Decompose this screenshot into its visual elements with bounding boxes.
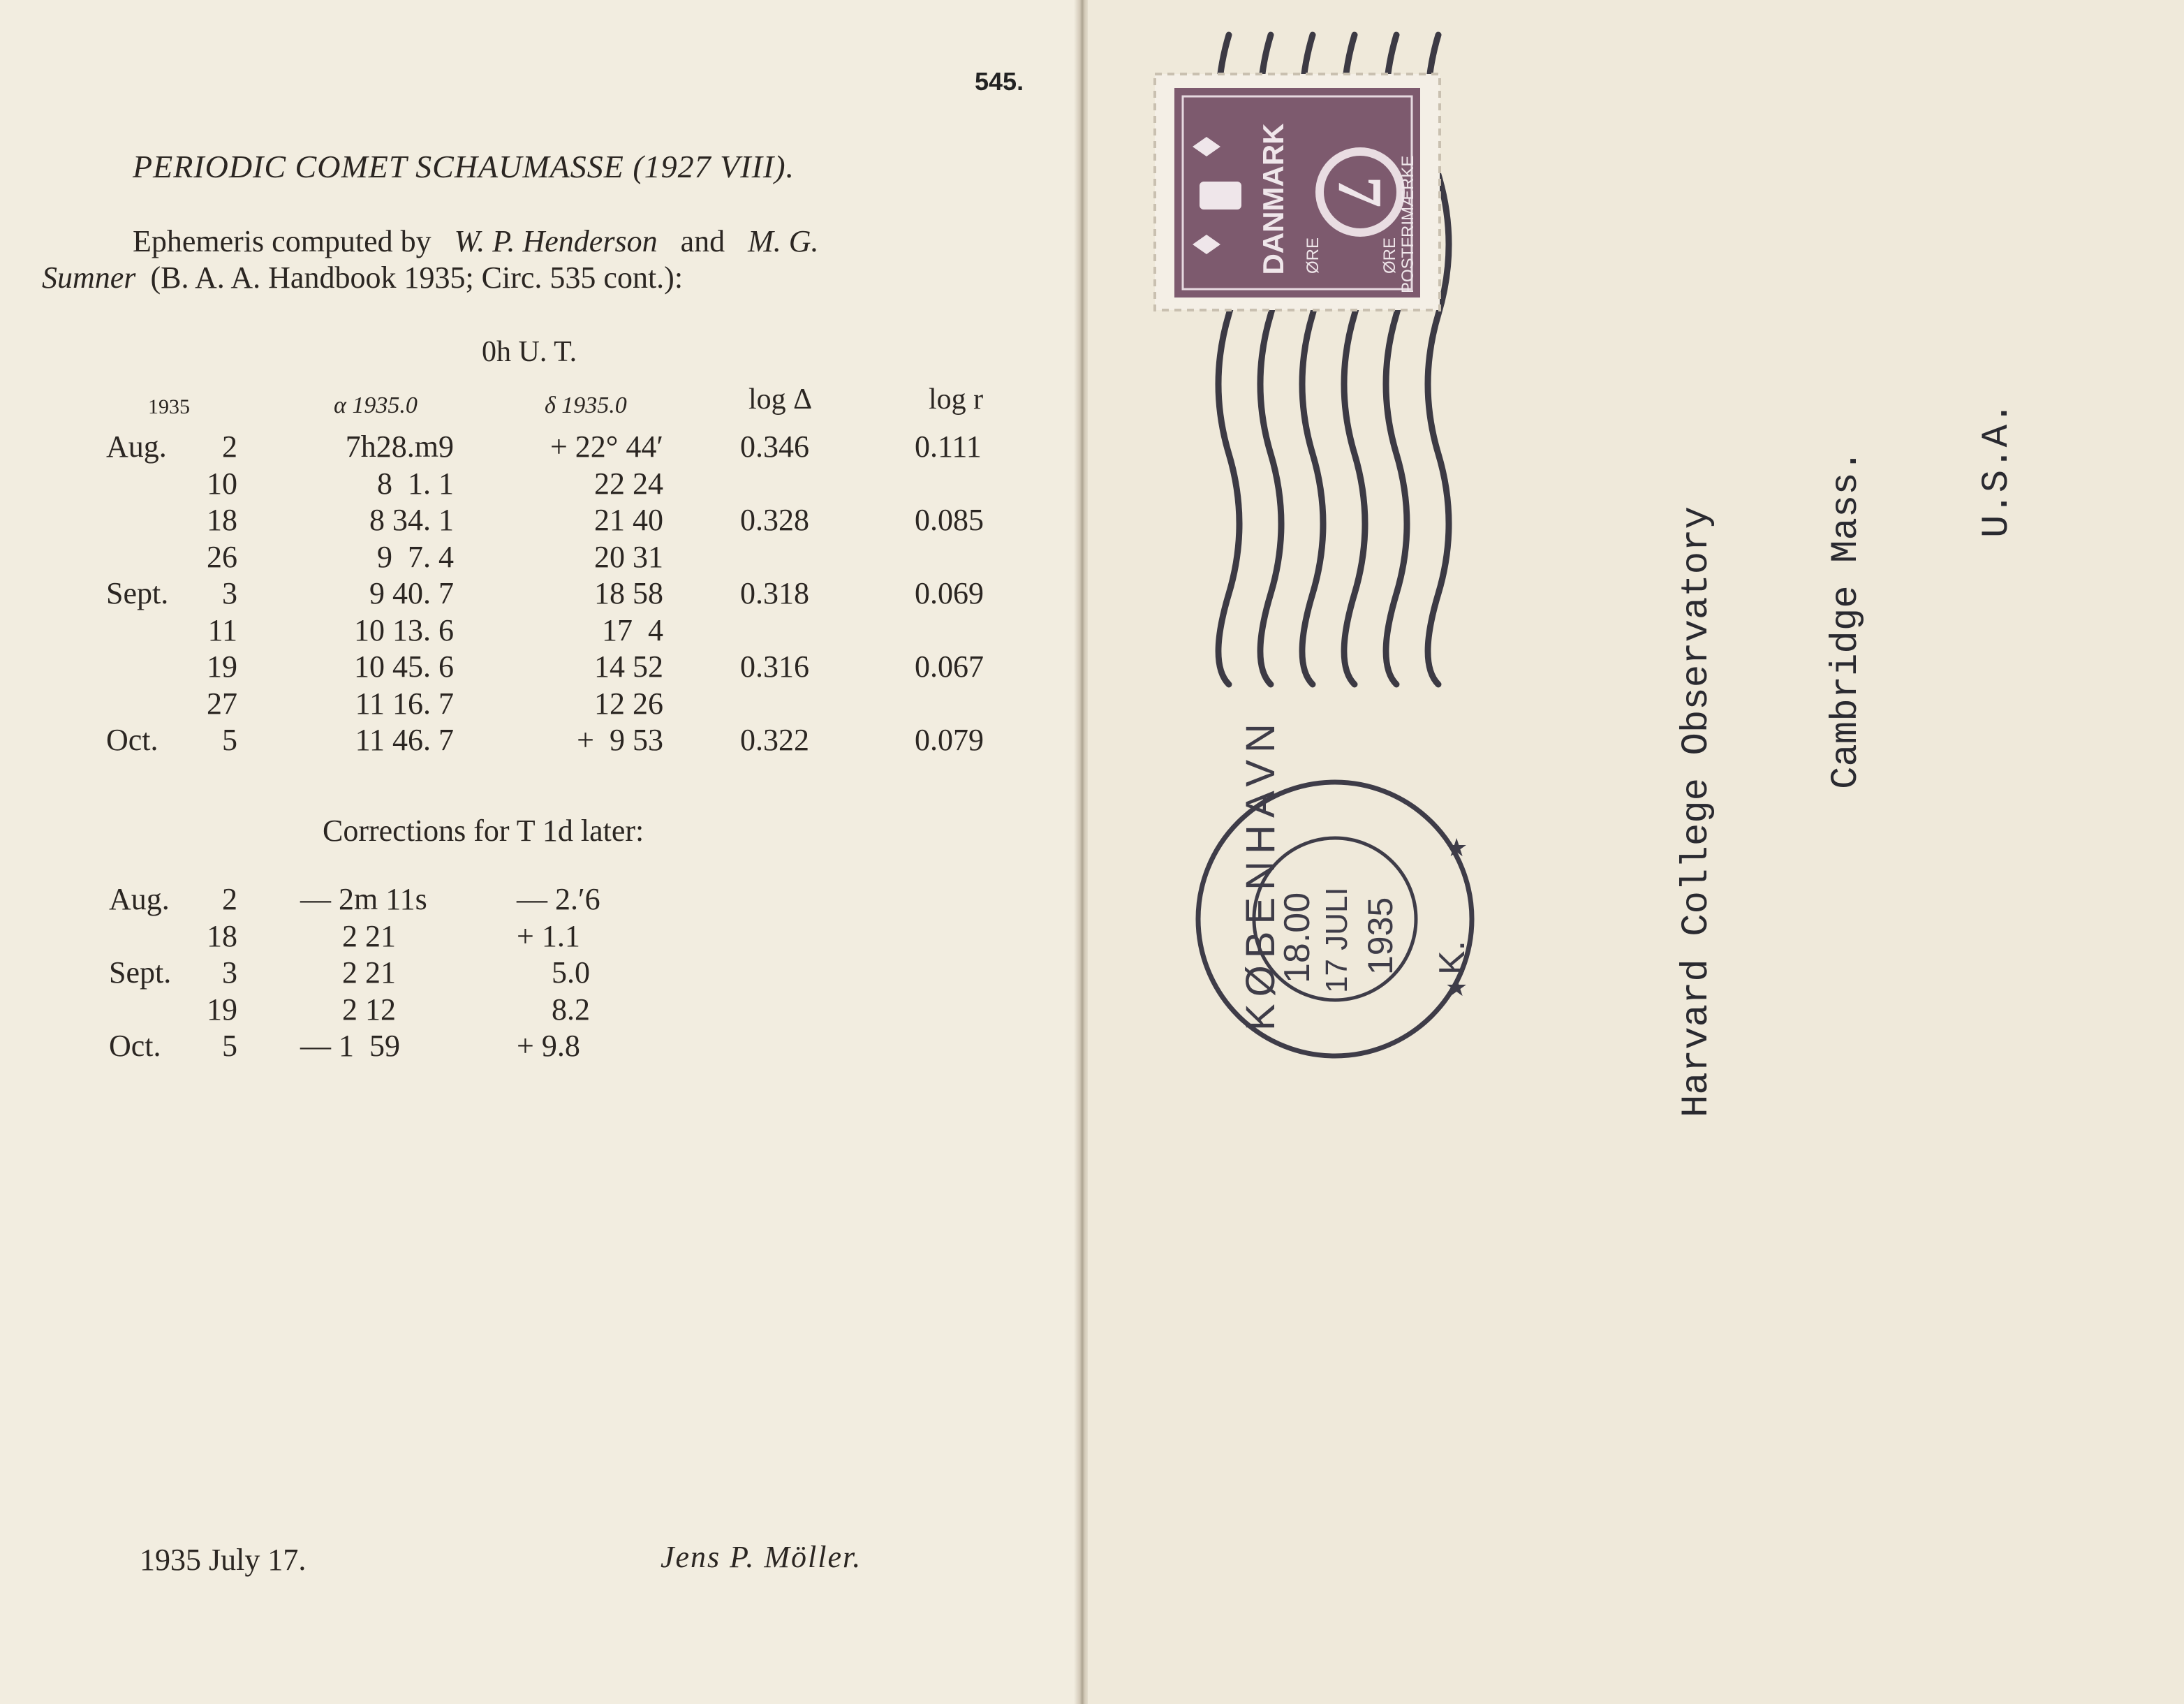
row-dec: + 22° 44′ — [549, 429, 663, 464]
row-logr: 0.067 — [915, 649, 984, 684]
row-ra: 9 7. 4 — [377, 539, 454, 574]
postmark-office: K. — [1432, 940, 1473, 975]
postmark-date: 17 JULI — [1320, 887, 1354, 993]
intro-and: and — [680, 224, 725, 258]
corr-dec: + 1.1 — [517, 918, 580, 953]
row-logr: 0.079 — [915, 723, 984, 757]
corr-day: 2 — [222, 882, 237, 916]
corr-month: Sept. — [109, 955, 172, 990]
stamp-country: DANMARK — [1257, 123, 1290, 275]
col-header-ra: α 1935.0 — [334, 392, 418, 418]
corr-dec: 8.2 — [552, 992, 590, 1027]
corr-ra: — 2m 11s — [300, 882, 427, 916]
row-logdelta: 0.316 — [740, 649, 809, 684]
col-header-logr: log r — [929, 383, 984, 416]
postmark-city: KØBENHAVN — [1238, 717, 1283, 1031]
postmark — [1195, 717, 1482, 1073]
corr-month: Oct. — [109, 1029, 161, 1063]
footer-signature: Jens P. Möller. — [661, 1540, 862, 1574]
row-day: 2 — [222, 429, 237, 464]
col-header-logdelta: log Δ — [748, 383, 813, 416]
row-logdelta: 0.322 — [740, 723, 809, 757]
corr-day: 5 — [222, 1029, 237, 1063]
corr-day: 18 — [207, 918, 237, 953]
row-logr: 0.069 — [915, 576, 984, 610]
row-dec: 14 52 — [594, 649, 663, 684]
address-line-3: U.S.A. — [1976, 402, 2019, 538]
row-month: Sept. — [106, 576, 169, 610]
row-ra: 9 40. 7 — [369, 576, 454, 610]
row-dec: 18 58 — [594, 576, 663, 610]
row-day: 5 — [222, 723, 237, 757]
corr-ra: 2 21 — [342, 955, 396, 990]
col-header-dec: δ 1935.0 — [545, 392, 627, 418]
circular-page — [0, 0, 1082, 1704]
row-day: 18 — [207, 503, 237, 537]
row-dec: + 9 53 — [577, 723, 663, 757]
row-ra: 10 45. 6 — [354, 649, 454, 684]
row-day: 10 — [207, 466, 237, 501]
stamp-ore-left: ØRE — [1304, 237, 1322, 274]
circular-title: PERIODIC COMET SCHAUMASSE (1927 VIII). — [133, 149, 795, 184]
corr-ra: 2 12 — [342, 992, 396, 1027]
row-dec: 12 26 — [594, 686, 663, 721]
row-ra: 11 16. 7 — [355, 686, 454, 721]
row-ra: 7h28.m9 — [345, 429, 454, 464]
row-day: 11 — [207, 612, 237, 647]
address-line-1: Harvard College Observatory — [1676, 506, 1718, 1117]
computer-name-1: W. P. Henderson — [454, 224, 658, 258]
row-day: 19 — [207, 649, 237, 684]
corr-day: 19 — [207, 992, 237, 1027]
computer-name-2: M. G. — [748, 224, 819, 258]
row-dec: 22 24 — [594, 466, 663, 501]
row-ra: 8 1. 1 — [377, 466, 454, 501]
intro-text: Ephemeris computed by — [133, 224, 431, 258]
row-logdelta: 0.346 — [740, 429, 809, 464]
col-header-year: 1935 — [148, 395, 190, 418]
row-logdelta: 0.318 — [740, 576, 809, 610]
row-ra: 10 13. 6 — [354, 612, 454, 647]
row-logdelta: 0.328 — [740, 503, 809, 537]
corrections-heading: Corrections for T 1d later: — [323, 814, 644, 848]
corr-day: 3 — [222, 955, 237, 990]
stamp-value: 7 — [1325, 176, 1394, 208]
corr-dec: — 2.′6 — [517, 882, 600, 916]
corr-dec: 5.0 — [552, 955, 590, 990]
corr-ra: 2 21 — [342, 918, 396, 953]
footer-date: 1935 July 17. — [140, 1543, 307, 1577]
stamp-ore-right: ØRE — [1380, 237, 1399, 274]
row-day: 26 — [207, 539, 237, 574]
svg-text:★: ★ — [1445, 834, 1468, 862]
row-logr: 0.085 — [915, 503, 984, 537]
row-day: 3 — [222, 576, 237, 610]
page-number: 545. — [975, 67, 1024, 96]
address-line-2: Cambridge Mass. — [1825, 449, 1868, 789]
row-dec: 21 40 — [594, 503, 663, 537]
postmark-year: 1935 — [1361, 897, 1400, 975]
intro-line-2 — [42, 260, 683, 295]
row-month: Oct. — [106, 723, 158, 757]
row-ra: 11 46. 7 — [355, 723, 454, 757]
computer-surname: Sumner — [42, 260, 136, 295]
stamp-subtitle: POSTFRIMÆRKE — [1399, 155, 1417, 293]
row-logr: 0.111 — [915, 429, 982, 464]
row-dec: 17 4 — [602, 612, 663, 647]
row-month: Aug. — [106, 429, 167, 464]
corr-dec: + 9.8 — [517, 1029, 580, 1063]
row-ra: 8 34. 1 — [369, 503, 454, 537]
time-header: 0h U. T. — [482, 336, 577, 368]
postage-stamp — [1151, 70, 1444, 314]
intro-source: (B. A. A. Handbook 1935; Circ. 535 cont.): — [150, 260, 684, 295]
postmark-time: 18.00 — [1277, 892, 1318, 983]
corr-ra: — 1 59 — [300, 1029, 400, 1063]
svg-text:★: ★ — [1445, 974, 1468, 1002]
row-day: 27 — [207, 686, 237, 721]
intro-line-1 — [133, 223, 1054, 259]
row-dec: 20 31 — [594, 539, 663, 574]
corr-month: Aug. — [109, 882, 170, 916]
